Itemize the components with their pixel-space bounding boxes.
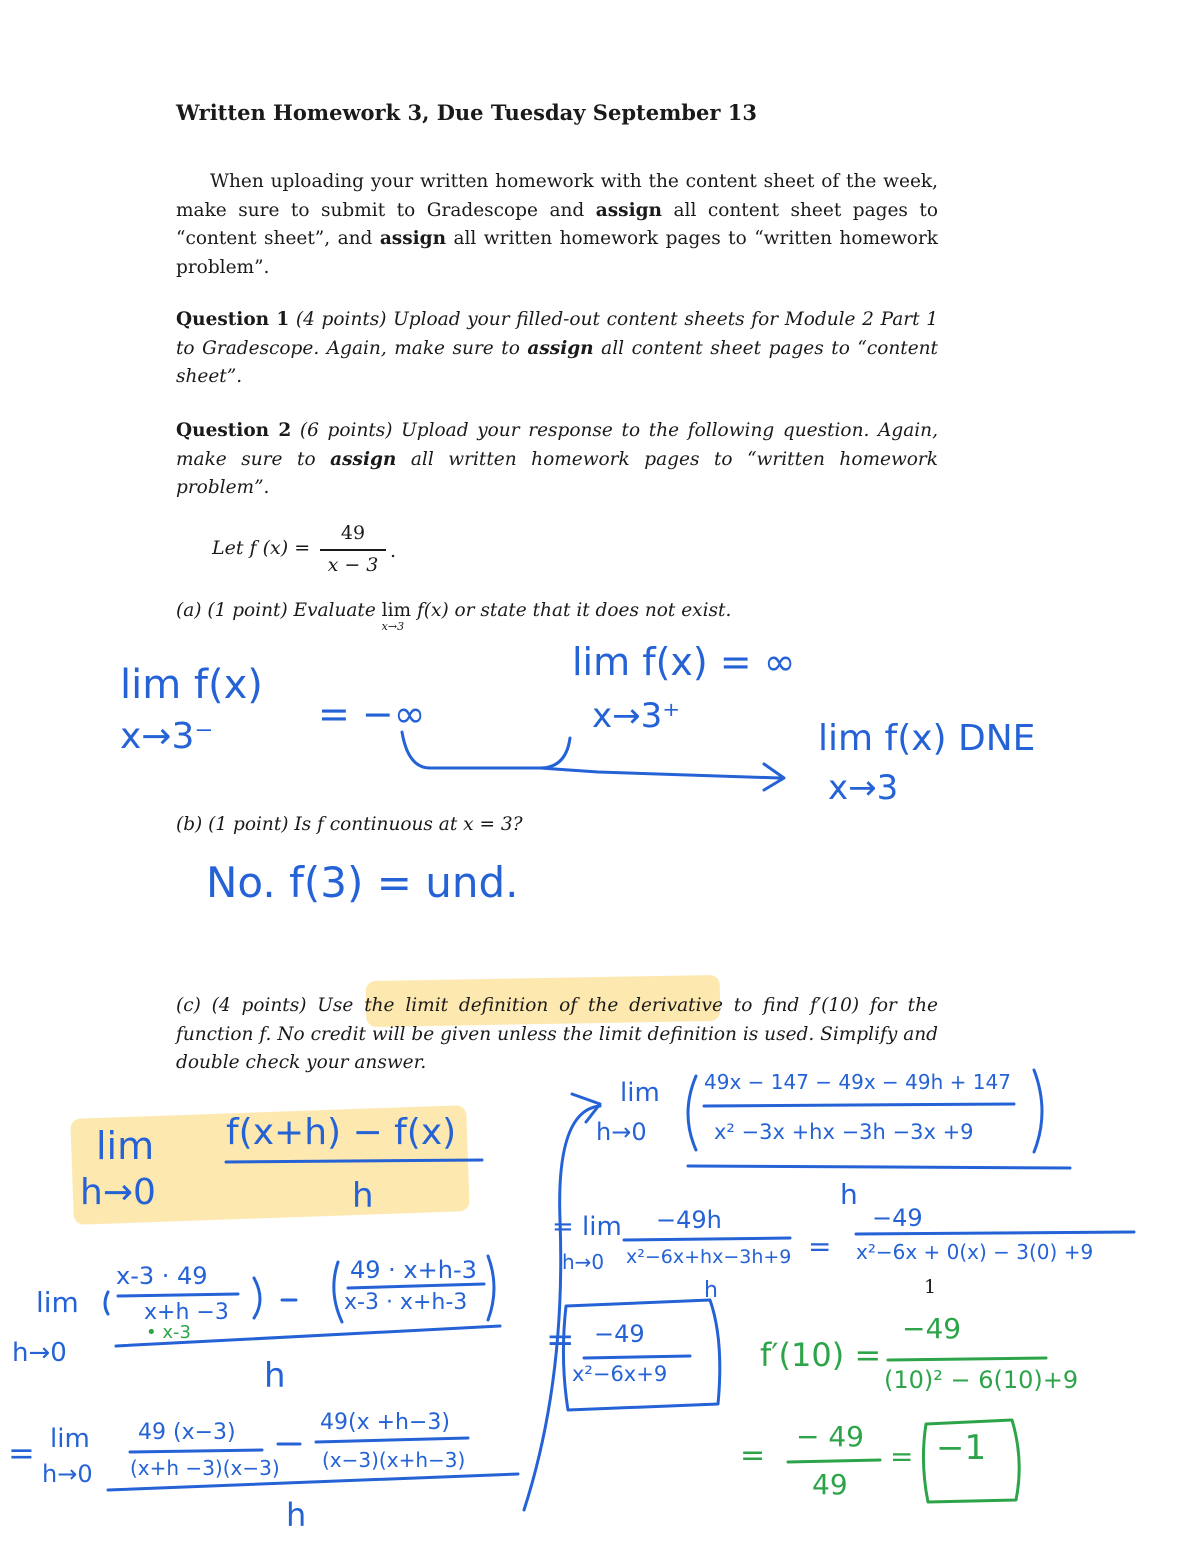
hw-a-left-val: = −∞ xyxy=(318,692,426,736)
page-title: Written Homework 3, Due Tuesday September 13 xyxy=(176,100,757,125)
bracket-curve xyxy=(524,1106,600,1510)
hw-c-r2-eq: = lim xyxy=(552,1212,622,1242)
hw-c-r2-h: h xyxy=(704,1278,718,1303)
part-c-highlight: the limit definition of the derivative xyxy=(364,995,723,1016)
r1-big-bar xyxy=(688,1166,1070,1168)
part-a-lim: lim xyxy=(381,600,412,621)
hw-a-dne-sub: x→3 xyxy=(828,768,899,808)
part-b-prompt: (b) (1 point) Is f continuous at x = 3? xyxy=(176,814,523,835)
g-fraction-bar xyxy=(888,1358,1046,1360)
hw-a-right-sub: x→3⁺ xyxy=(592,696,681,736)
hw-c-s2-t2-den: (x−3)(x+h−3) xyxy=(322,1448,466,1472)
hw-c-g-lhs: f′(10) = xyxy=(760,1336,882,1374)
r2-bar xyxy=(624,1238,790,1240)
arrow-a-to-dne xyxy=(540,768,780,778)
hw-c-r3-eq: = xyxy=(546,1320,575,1360)
hw-c-def-num: f(x+h) − f(x) xyxy=(226,1112,457,1153)
hw-a-dne: lim f(x) DNE xyxy=(818,718,1036,759)
s1-t2-bar xyxy=(348,1284,484,1288)
hw-c-g-eq2: = xyxy=(890,1440,914,1473)
s1-paren-2 xyxy=(254,1278,260,1318)
hw-c-s1-t1-num: x-3 · 49 xyxy=(116,1262,208,1290)
hw-c-s1-h: h xyxy=(264,1356,286,1396)
hw-c-s1-t1-den: x+h −3 xyxy=(144,1300,229,1325)
hw-a-left-lim: lim f(x) xyxy=(120,662,263,708)
hw-c-def-lim: lim xyxy=(96,1124,155,1168)
r1-paren-r xyxy=(1034,1070,1042,1152)
function-def-numerator: 49 xyxy=(340,522,366,544)
hw-c-g-num: −49 xyxy=(902,1312,962,1345)
hw-c-r2-den: x²−6x+hx−3h+9 xyxy=(626,1246,792,1268)
hw-c-r1-lim: lim xyxy=(620,1078,660,1108)
hw-c-def-sub: h→0 xyxy=(80,1172,156,1213)
hw-a-left-sub: x→3⁻ xyxy=(120,716,214,757)
function-def-prefix: Let f (x) = xyxy=(212,537,311,559)
hw-c-s1-sub: h→0 xyxy=(12,1338,67,1368)
s2-big-bar xyxy=(108,1474,518,1490)
hw-c-s2-eq: = xyxy=(8,1434,35,1472)
hw-c-s1-lim: lim xyxy=(36,1286,79,1319)
s2-t1-bar xyxy=(130,1450,262,1452)
hw-c-r1-den: x² −3x +hx −3h −3x +9 xyxy=(714,1120,974,1144)
hw-b-answer: No. f(3) = und. xyxy=(206,858,519,907)
question-2-label: Question 2 xyxy=(176,420,292,441)
hw-c-r2-res-num: −49 xyxy=(872,1204,923,1232)
page-number: 1 xyxy=(924,1276,937,1298)
s1-big-bar xyxy=(116,1326,500,1346)
hw-c-r2-eq2: = xyxy=(808,1230,832,1263)
g-fraction-bar-2 xyxy=(788,1460,880,1462)
function-def-denominator: x − 3 xyxy=(327,554,379,576)
hw-c-g-num2: − 49 xyxy=(796,1420,864,1453)
hw-c-r1-sub: h→0 xyxy=(596,1118,647,1146)
s1-paren-3 xyxy=(334,1262,342,1322)
r3-bar xyxy=(584,1356,690,1358)
hw-c-r2-res-den: x²−6x + 0(x) − 3(0) +9 xyxy=(856,1240,1094,1264)
s1-paren-1 xyxy=(105,1292,108,1314)
hw-c-s1-t1-mark: • x-3 xyxy=(146,1322,191,1343)
hw-c-def-den: h xyxy=(352,1176,374,1216)
hw-c-s1-t2-num: 49 · x+h-3 xyxy=(350,1256,477,1284)
question-1-label: Question 1 xyxy=(176,309,290,330)
intro-paragraph: When uploading your written homework with the content sheet of the week, make sure to submit to Gradescope and assign all content sheet pages to “content sheet”, and assign all written homework pages to “written homework problem”. xyxy=(176,171,938,278)
def-fraction-bar xyxy=(226,1160,482,1162)
g-final-box xyxy=(923,1420,1019,1502)
function-def-suffix: . xyxy=(390,540,397,562)
question-1: Question 1 (4 points) Upload your filled-out content sheets for Module 2 Part 1 to Gradescope. Again, make sure to assign all content sheet pages to “content sheet”. xyxy=(176,309,938,387)
s1-t1-bar xyxy=(118,1294,238,1296)
hw-c-r3-num: −49 xyxy=(594,1320,645,1348)
hw-c-r2-sub: h→0 xyxy=(562,1250,605,1274)
hw-c-s2-t1-num: 49 (x−3) xyxy=(138,1420,236,1445)
hw-a-right-lim: lim f(x) = ∞ xyxy=(572,640,796,684)
r3-box xyxy=(563,1300,719,1410)
part-a-lim-sub: x→3 xyxy=(381,620,405,633)
s2-t2-bar xyxy=(316,1438,468,1442)
part-c-prompt: (c) (4 points) Use the limit definition of the derivative to find f′(10) for the function f. No credit will be given unless the limit definition is used. Simplify and double check your answer. xyxy=(176,995,938,1073)
r2-res-bar xyxy=(856,1232,1134,1234)
part-a-prompt: (a) (1 point) Evaluate lim x→3 f(x) or state that it does not exist. xyxy=(176,600,732,633)
arrow-a-connector xyxy=(402,732,570,768)
hw-c-g-den: (10)² − 6(10)+9 xyxy=(884,1366,1079,1394)
hw-c-s2-t2-num: 49(x +h−3) xyxy=(320,1410,450,1435)
question-2: Question 2 (6 points) Upload your response to the following question. Again, make sure to assign all written homework pages to “written homework problem”. xyxy=(176,420,938,498)
hw-c-s2-sub: h→0 xyxy=(42,1460,93,1488)
r1-inner-bar xyxy=(704,1104,1014,1106)
hw-c-r1-h: h xyxy=(840,1178,858,1211)
hw-c-g-den2: 49 xyxy=(812,1468,848,1501)
r1-paren-l xyxy=(688,1076,696,1150)
hw-c-g-eq: = xyxy=(740,1438,766,1473)
hw-c-r2-num: −49h xyxy=(656,1206,722,1234)
hw-c-r1-num: 49x − 147 − 49x − 49h + 147 xyxy=(704,1070,1011,1094)
hw-c-s2-lim: lim xyxy=(50,1424,90,1454)
hw-c-r3-den: x²−6x+9 xyxy=(572,1362,668,1386)
hw-c-s2-h: h xyxy=(286,1496,307,1534)
s1-paren-4 xyxy=(488,1256,494,1320)
hw-c-g-final: −1 xyxy=(936,1428,987,1468)
hw-c-s1-t2-den: x-3 · x+h-3 xyxy=(344,1290,468,1315)
hw-c-s2-t1-den: (x+h −3)(x−3) xyxy=(130,1456,280,1480)
